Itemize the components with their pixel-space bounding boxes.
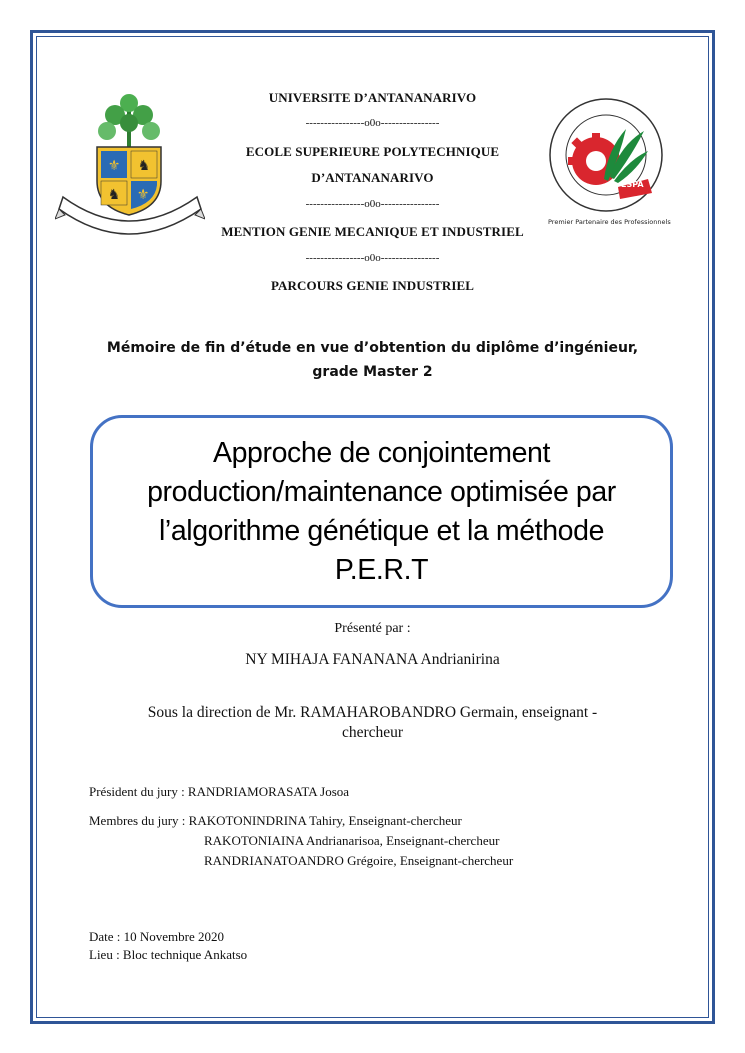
author-name: NY MIHAJA FANANANA Andrianirina — [245, 651, 500, 668]
school-name-line2: D’ANTANANARIVO — [311, 170, 434, 185]
jury-member-1: Membres du jury : RAKOTONINDRINA Tahiry, Enseignant-chercheur — [89, 813, 462, 828]
svg-text:⚜: ⚜ — [136, 187, 150, 203]
defense-date: Date : 10 Novembre 2020 — [89, 929, 225, 944]
jury-member-3: RANDRIANATOANDRO Grégoire, Enseignant-chercheur — [204, 853, 514, 868]
presented-by-label: Présenté par : — [334, 621, 411, 636]
supervisor — [110, 703, 635, 743]
thesis-title-box — [90, 415, 673, 608]
university-crest-logo — [55, 85, 205, 245]
memoire-description — [60, 336, 685, 384]
jury-member-2: RAKOTONIAINA Andrianarisoa, Enseignant-chercheur — [204, 833, 500, 848]
thesis-title — [137, 434, 626, 590]
svg-text:♞: ♞ — [137, 158, 151, 174]
mention-name: MENTION GENIE MECANIQUE ET INDUSTRIEL — [221, 224, 524, 239]
header-separator: ----------------o0o---------------- — [305, 252, 440, 264]
svg-text:⚜: ⚜ — [107, 158, 121, 174]
memoire-line1: Mémoire de fin d’étude en vue d’obtention du diplôme d’ingénieur, — [106, 340, 639, 356]
thesis-title-line3: l’algorithme génétique et la méthode — [158, 514, 605, 547]
defense-location: Lieu : Bloc technique Ankatso — [89, 947, 248, 962]
espa-logo-abbr: ESPA — [621, 180, 644, 189]
supervisor-line2: chercheur — [341, 724, 404, 741]
supervisor-line1: Sous la direction de Mr. RAMAHAROBANDRO Germain, enseignant - — [147, 704, 598, 721]
jury-members — [89, 811, 513, 871]
jury-president: Président du jury : RANDRIAMORASATA Josoa — [89, 784, 350, 799]
school-name-line1: ECOLE SUPERIEURE POLYTECHNIQUE — [245, 144, 500, 159]
header-separator: ----------------o0o---------------- — [305, 198, 440, 210]
espa-logo-tagline: Premier Partenaire des Professionnels — [548, 218, 671, 226]
header-separator: ----------------o0o---------------- — [305, 117, 440, 129]
parcours-name: PARCOURS GENIE INDUSTRIEL — [270, 278, 475, 293]
memoire-line2: grade Master 2 — [312, 364, 433, 380]
svg-text:♞: ♞ — [107, 187, 121, 203]
thesis-title-line4: P.E.R.T — [334, 553, 429, 586]
thesis-title-line2: production/maintenance optimisée par — [147, 475, 616, 508]
university-name: UNIVERSITE D’ANTANANARIVO — [268, 90, 477, 105]
thesis-title-line1: Approche de conjointement — [213, 436, 550, 469]
